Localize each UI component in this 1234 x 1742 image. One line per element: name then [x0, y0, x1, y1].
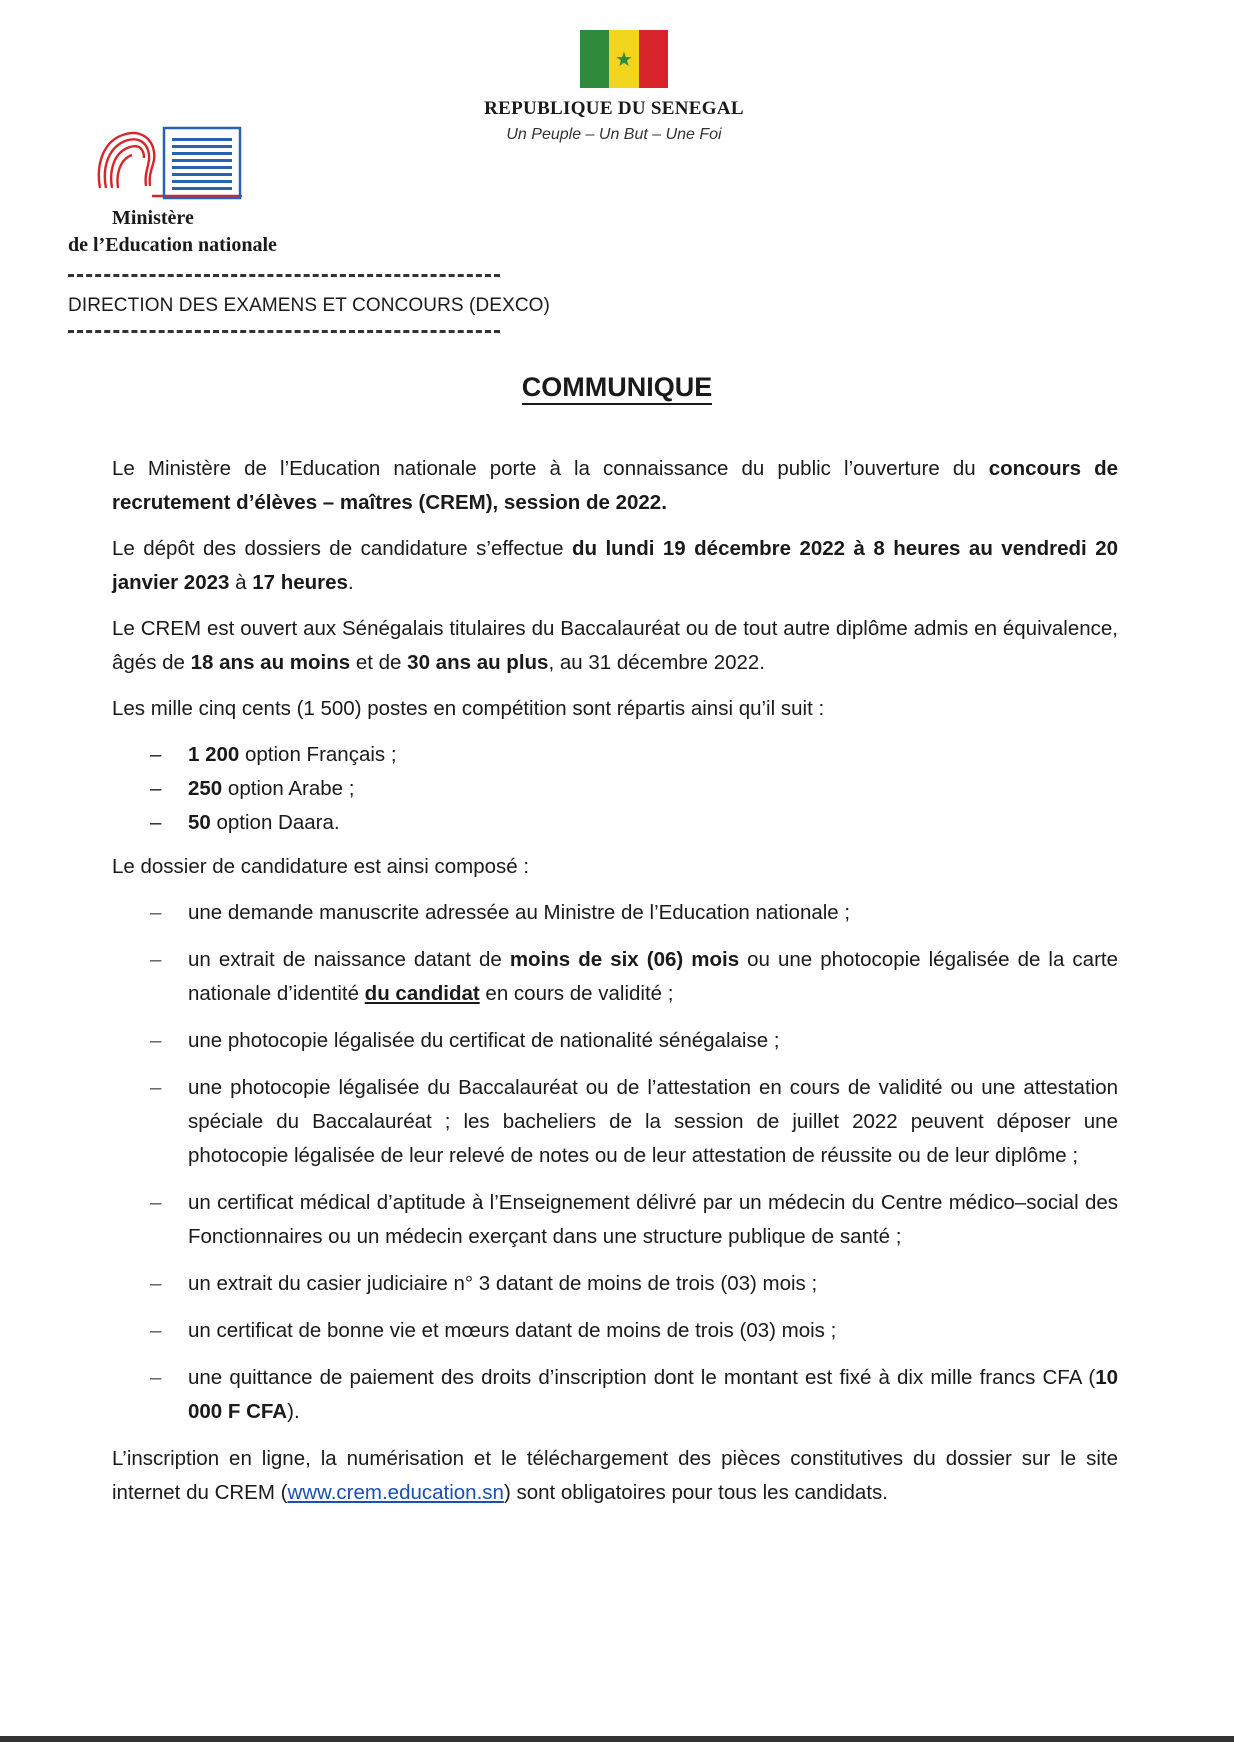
paragraph-posts: Les mille cinq cents (1 500) postes en compétition sont répartis ainsi qu’il suit :	[112, 697, 825, 720]
text: en cours de validité ;	[479, 982, 674, 1005]
max-age: 30 ans au plus	[407, 651, 549, 674]
list-item	[112, 1071, 1118, 1173]
page-bottom-border	[0, 1736, 1234, 1742]
document-item: une photocopie légalisée du Baccalauréat ou de l’attestation en cours de validité ou une attestation spéciale du Baccalauréat ; les bacheliers de la session de juillet 2022 peuvent déposer une photocopie légalisée de leur relevé de notes ou de leur attestation de réussite ou de leur diplôme ;	[188, 1076, 1118, 1167]
text: Le dépôt des dossiers de candidature s’effectue	[112, 537, 572, 560]
list-item	[112, 943, 1118, 1011]
date-range: du lundi 19 décembre 2022 à 8 heures au vendredi 20 janvier 2023	[112, 537, 1118, 594]
dash-bullet: –	[150, 1366, 162, 1389]
document-item: un certificat médical d’aptitude à l’Enseignement délivré par un médecin du Centre médico–social des Fonctionnaires ou un médecin exerçant dans une structure publique de santé ;	[188, 1191, 1118, 1248]
min-age: 18 ans au moins	[190, 651, 351, 674]
document-item: une demande manuscrite adressée au Ministre de l’Education nationale ;	[188, 901, 851, 924]
document-item: un extrait du casier judiciaire n° 3 datant de moins de trois (03) mois ;	[188, 1272, 818, 1295]
dashed-separator-bottom	[68, 330, 500, 333]
ministry-name-line2: de l’Education nationale	[68, 234, 277, 256]
document-item: un certificat de bonne vie et mœurs datant de moins de trois (03) mois ;	[188, 1319, 837, 1342]
paragraph-file: Le dossier de candidature est ainsi composé :	[112, 855, 530, 878]
list-item	[112, 738, 1118, 772]
dash-bullet: –	[150, 777, 162, 800]
post-option: option Français ;	[239, 743, 397, 766]
ministry-name-line1: Ministère	[112, 207, 194, 229]
list-item	[112, 1024, 1118, 1058]
crem-website-link[interactable]: www.crem.education.sn	[287, 1481, 504, 1504]
dash-bullet: –	[150, 743, 162, 766]
text: un extrait de naissance datant de	[188, 948, 510, 971]
list-item	[112, 772, 1118, 806]
republic-title: REPUBLIQUE DU SENEGAL	[484, 98, 744, 119]
text: L’inscription en ligne, la numérisation et le téléchargement des pièces constitutives du dossier sur le site internet du CREM (	[112, 1447, 1118, 1504]
dash-bullet: –	[150, 1319, 162, 1342]
list-item	[112, 1186, 1118, 1254]
list-item	[112, 1361, 1118, 1429]
candidate-emphasis: du candidat	[364, 982, 480, 1005]
text: ) sont obligatoires pour tous les candidats.	[503, 1481, 888, 1504]
national-motto: Un Peuple – Un But – Une Foi	[506, 126, 722, 143]
post-count: 1 200	[188, 743, 240, 766]
text: Le Ministère de l’Education nationale porte à la connaissance du public l’ouverture du	[112, 457, 989, 480]
text: et de	[350, 651, 408, 674]
text: ).	[287, 1400, 300, 1423]
dash-bullet: –	[150, 901, 162, 924]
paragraph-opening	[112, 452, 1118, 520]
text: une quittance de paiement des droits d’inscription dont le montant est fixé à dix mille francs CFA (	[188, 1366, 1096, 1389]
posts-list	[112, 738, 1118, 840]
star-icon: ★	[615, 47, 633, 71]
paragraph-dates	[112, 532, 1118, 600]
text: Le CREM est ouvert aux Sénégalais titulaires du Baccalauréat ou de tout autre diplôme admis en équivalence, âgés de	[112, 617, 1118, 674]
list-item	[112, 1314, 1118, 1348]
text: ou une photocopie légalisée de la carte nationale d’identité	[188, 948, 1119, 1005]
list-item	[112, 896, 1118, 930]
contest-name: concours de recrutement d’élèves – maîtres (CREM), session de 2022	[112, 457, 1118, 514]
dash-bullet: –	[150, 948, 162, 971]
fee-amount: 10 000 F CFA	[188, 1366, 1118, 1423]
document-item: une photocopie légalisée du certificat de nationalité sénégalaise ;	[188, 1029, 780, 1052]
post-count: 250	[188, 777, 223, 800]
list-item	[112, 1267, 1118, 1301]
post-option: option Daara.	[210, 811, 340, 834]
document-title	[0, 372, 1234, 403]
documents-list	[112, 896, 1118, 1429]
title-text: COMMUNIQUE	[522, 372, 713, 405]
dash-bullet: –	[150, 811, 162, 834]
post-count: 50	[188, 811, 211, 834]
list-item	[112, 806, 1118, 840]
dash-bullet: –	[150, 1272, 162, 1295]
post-option: option Arabe ;	[222, 777, 355, 800]
paragraph-eligibility	[112, 612, 1118, 680]
dash-bullet: –	[150, 1076, 162, 1099]
senegal-flag	[580, 30, 668, 88]
ministry-logo	[92, 126, 242, 204]
closing-time: 17 heures	[252, 571, 348, 594]
text: .	[347, 571, 354, 594]
dash-bullet: –	[150, 1029, 162, 1052]
communique-body	[112, 452, 1118, 1522]
text: à	[229, 571, 253, 594]
paragraph-online	[112, 1442, 1118, 1510]
dash-bullet: –	[150, 1191, 162, 1214]
text: .	[661, 491, 667, 514]
dashed-separator-top	[68, 274, 500, 277]
direction-name: DIRECTION DES EXAMENS ET CONCOURS (DEXCO)	[68, 295, 550, 316]
validity-period: moins de six (06) mois	[509, 948, 740, 971]
text: , au 31 décembre 2022.	[548, 651, 765, 674]
